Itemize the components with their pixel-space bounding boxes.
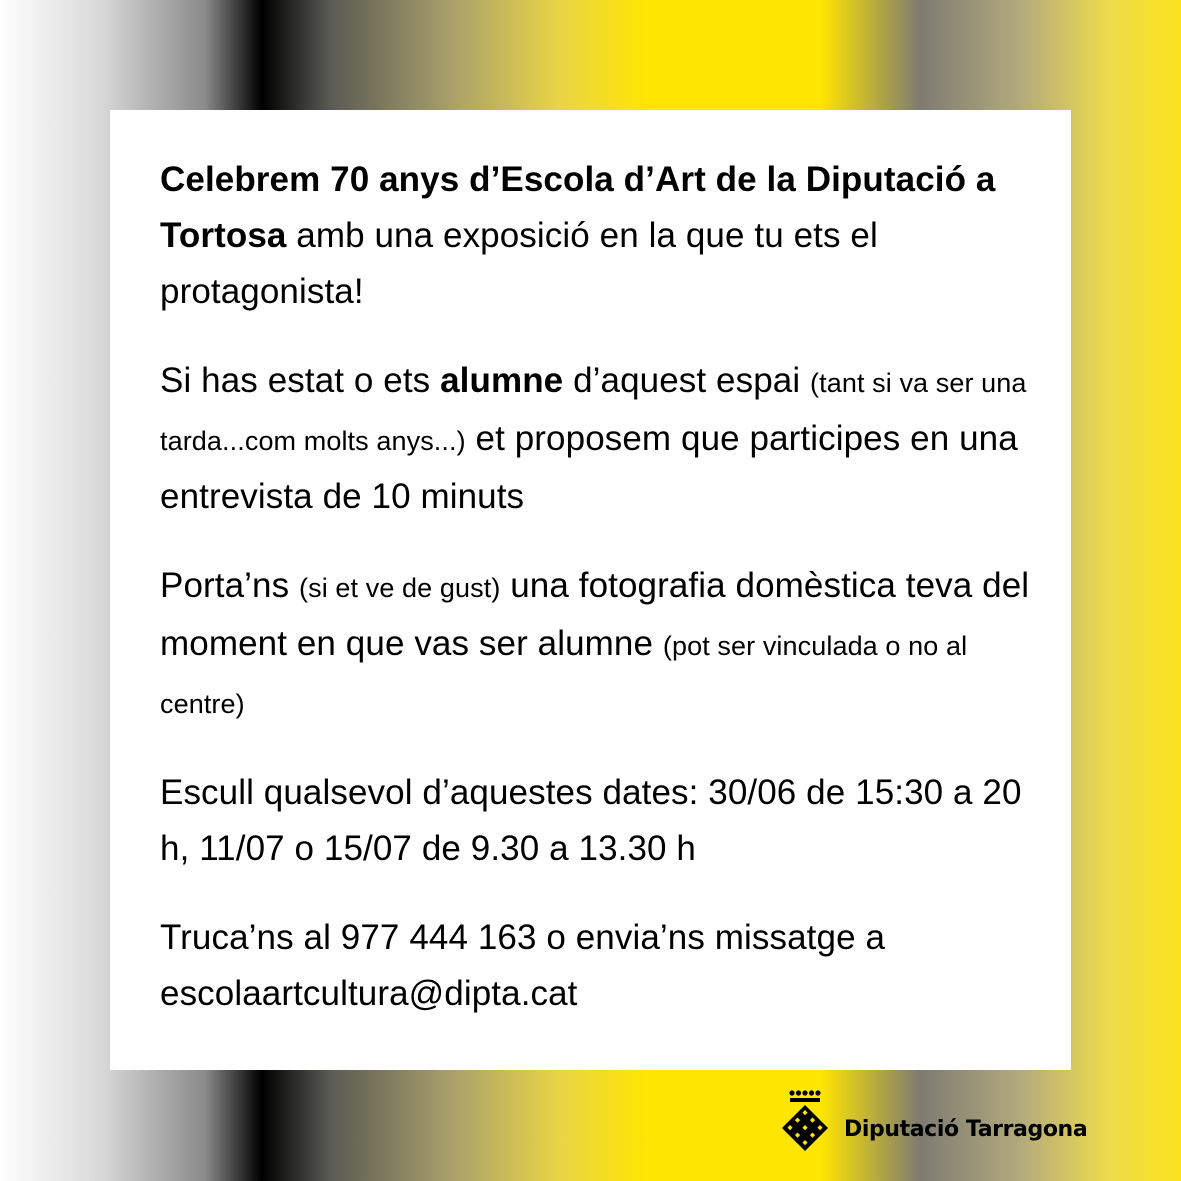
contact-paragraph: Truca’ns al 977 444 163 o envia’ns missatge a escolaartcultura@dipta.cat: [160, 918, 886, 1013]
logo-text: Diputació Tarragona: [844, 1117, 1088, 1142]
photo-aside-2: (pot ser vinculada o no al centre): [160, 631, 968, 719]
alumni-paragraph: [160, 353, 1031, 525]
photo-text-1: Porta’ns: [160, 566, 300, 605]
alumni-text-3: et proposem que participes en una entrevista de 10 minuts: [160, 419, 1018, 516]
diputacio-logo: [782, 1089, 1087, 1151]
intro-text: amb una exposició en la que tu ets el protagonista!: [160, 216, 878, 311]
intro-paragraph: [160, 152, 1031, 320]
alumni-text-2: d’aquest espai: [563, 361, 811, 400]
photo-aside-1: (si et ve de gust): [299, 573, 501, 603]
photo-text-2: una fotografia domèstica teva del moment en que vas ser alumne: [160, 566, 1030, 663]
intro-headline: Celebrem 70 anys d’Escola d’Art de la Diputació a Tortosa: [160, 160, 996, 255]
diputacio-emblem-icon: [782, 1089, 838, 1151]
alumni-keyword: alumne: [440, 361, 564, 400]
dates-paragraph: Escull qualsevol d’aquestes dates: 30/06 de 15:30 a 20 h, 11/07 o 15/07 de 9.30 a 13.30 h: [160, 773, 1022, 868]
alumni-text-1: Si has estat o ets: [160, 361, 441, 400]
alumni-aside: (tant si va ser una tarda...com molts anys...): [160, 368, 1027, 456]
announcement-card: [110, 110, 1071, 1070]
photo-paragraph: [160, 558, 1031, 732]
